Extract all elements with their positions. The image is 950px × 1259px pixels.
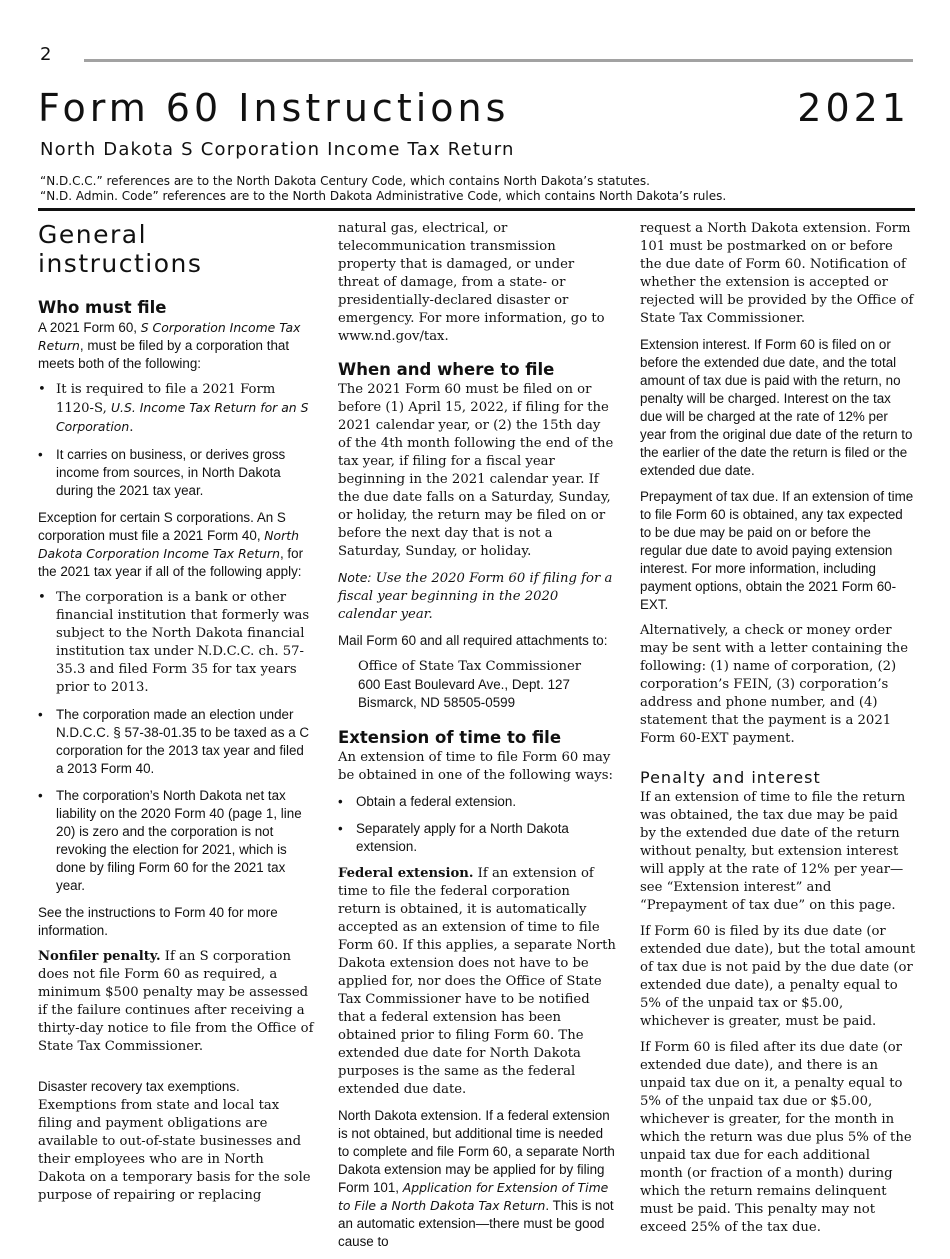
tax-year: 2021 [797,86,910,130]
prepayment-paragraph: Prepayment of tax due. If an extension of time to file Form 60 is obtained, any tax expected to be due may be paid on or before the regular due date to avoid paying extension interest. For more information, including payment options, obtain the 2021 Form 60-EXT. [640,489,914,612]
list-item: • The corporation made an election under N.D.C.C. § 57-38-01.35 to be taxed as a C corporation for the 2013 tax year and filed a 2013 Form 40. [38,707,310,776]
disaster-recovery-paragraph: Disaster recovery tax exemptions. Exemptions from state and local tax filing and payment obligations are available to out-of-state businesses and their employees who are in North Dakota on a temporary basis for the sole purpose of repairing or replacing [38,1079,311,1203]
who-must-file-heading: Who must file [38,298,167,317]
list-item: • It is required to file a 2021 Form 1120-S, U.S. Income Tax Return for an S Corporation. [38,382,309,435]
who-must-file-list [38,381,314,500]
nd-extension-paragraph: North Dakota extension. If a federal extension is not obtained, but additional time is needed to complete and file Form 60, a separate North Dakota extension may be applied for by filing Form 101, Application for Extension of Time to File a North Dakota Tax Return. This is not an automatic extension—there must be good cause to [338,1108,615,1249]
page-title: Form 60 Instructions [38,86,510,130]
column-3 [640,220,916,1245]
penalty-paragraph-1: If an extension of time to file the return was obtained, the tax due may be paid by the extended due date of the return without penalty, but extension interest will apply at the rate of 12% per year—see “Extension interest” and “Prepayment of tax due” on this page. [640,790,906,913]
note-paragraph: Note: Use the 2020 Form 60 if filing for a fiscal year beginning in the 2020 calendar year. [338,570,613,622]
reference-notes [40,174,726,204]
mail-instruction: Mail Form 60 and all required attachments to: [338,633,608,648]
when-where-paragraph: The 2021 Form 60 must be filed on or before (1) April 15, 2022, if filing for the 2021 calendar year, or (2) the 15th day of the 4th month following the end of the tax year, if filing for a fiscal year beginning in the 2021 calendar year. If the due date falls on a Saturday, Sunday, or holiday, the return may be filed on or before the next day that is not a Saturday, Sunday, or holiday. [338,382,614,559]
nd-extension-continued: request a North Dakota extension. Form 101 must be postmarked on or before the due date of Form 60. Notification of whether the extension is accepted or rejected will be provided by the Office of State Tax Commissioner. [640,221,914,326]
exception-list [38,589,314,895]
alternative-payment-paragraph: Alternatively, a check or money order may be sent with a letter containing the following: (1) name of corporation, (2) corporation’s FEIN, (3) corporation’s address and phone number, and (4) statement that the payment is a 2021 Form 60-EXT payment. [640,623,909,746]
page-number: 2 [40,44,52,65]
nonfiler-penalty-paragraph: Nonfiler penalty. If an S corporation does not file Form 60 as required, a minimum $500 penalty may be assessed if the failure continues after receiving a thirty-day notice to file from the Office of State Tax Commissioner. [38,949,314,1054]
list-item: • The corporation’s North Dakota net tax liability on the 2020 Form 40 (page 1, line 20) is zero and the corporation is not revoking the election for 2021, which is done by filing Form 60 for the 2021 tax year. [38,788,302,893]
federal-extension-paragraph: Federal extension. If an extension of time to file the federal corporation return is obtained, it is automatically accepted as an extension of time to file Form 60. If this applies, a separate North Dakota extension does not have to be applied for, nor does the Office of State Tax Commissioner have to be notified that a federal extension has been obtained prior to filing Form 60. The extended due date for North Dakota purposes is the same as the federal extended due date. [338,866,616,1097]
column-1 [38,220,314,1213]
when-where-heading: When and where to file [338,360,555,379]
general-instructions-heading: General instructions [38,220,203,278]
top-rule [84,59,913,62]
penalty-paragraph-2: If Form 60 is filed by its due date (or extended due date), but the total amount of tax due is not paid by the due date (or extended due date), a penalty equal to 5% of the unpaid tax or $5.00, whichever is greater, must be paid. [640,924,916,1029]
list-item: • Obtain a federal extension. [338,794,517,809]
list-item: • The corporation is a bank or other financial institution that formerly was subject to the North Dakota financial institution tax under N.D.C.C. ch. 57-35.3 and filed Form 35 for tax years prior to 2013. [38,590,310,695]
extension-interest-paragraph: Extension interest. If Form 60 is filed on or before the extended due date, and the total amount of tax due is paid with the return, no penalty will be charged. Interest on the tax due will be charged at the rate of 12% per year from the original due date of the return to the earlier of the date the return is filed or the extended due date. [640,337,913,478]
extension-intro: An extension of time to file Form 60 may be obtained in one of the following ways: [338,750,613,783]
list-item: • It carries on business, or derives gross income from sources, in North Dakota during the 2021 tax year. [38,447,286,498]
who-must-file-intro: A 2021 Form 60, S Corporation Income Tax Return, must be filed by a corporation that meets both of the following: [38,320,301,371]
penalty-interest-heading: Penalty and interest [640,768,821,787]
header-rule [38,208,915,211]
list-item: • Separately apply for a North Dakota extension. [338,821,569,854]
nd-admin-code-reference: “N.D. Admin. Code” references are to the North Dakota Administrative Code, which contains North Dakota’s rules. [40,189,727,203]
column-2 [338,220,616,1259]
see-form-40-text: See the instructions to Form 40 for more information. [38,905,278,938]
exception-paragraph: Exception for certain S corporations. An S corporation must file a 2021 Form 40, North Dakota Corporation Income Tax Return, for the 2021 tax year if all of the following apply: [38,510,304,579]
mailing-address: Office of State Tax Commissioner 600 East Boulevard Ave., Dept. 127 Bismarck, ND 58505-0599 [358,659,582,710]
page-subtitle: North Dakota S Corporation Income Tax Return [40,139,515,160]
ndcc-reference: “N.D.C.C.” references are to the North Dakota Century Code, which contains North Dakota’s statutes. [40,174,650,188]
extension-list [338,793,616,856]
disaster-recovery-continued: natural gas, electrical, or telecommunication transmission property that is damaged, or under threat of damage, from a state- or presidentially-declared disaster or emergency. For more information, go to www.nd.gov/tax. [338,221,605,344]
penalty-paragraph-3: If Form 60 is filed after its due date (or extended due date), and there is an unpaid tax due on it, a penalty equal to 5% of the unpaid tax due or $5.00, whichever is greater, for the month in which the return was due plus 5% of the unpaid tax due for each additional month (or fraction of a month) during which the return remains delinquent must be paid. This penalty may not exceed 25% of the tax due. [640,1040,912,1235]
extension-heading: Extension of time to file [338,728,562,747]
